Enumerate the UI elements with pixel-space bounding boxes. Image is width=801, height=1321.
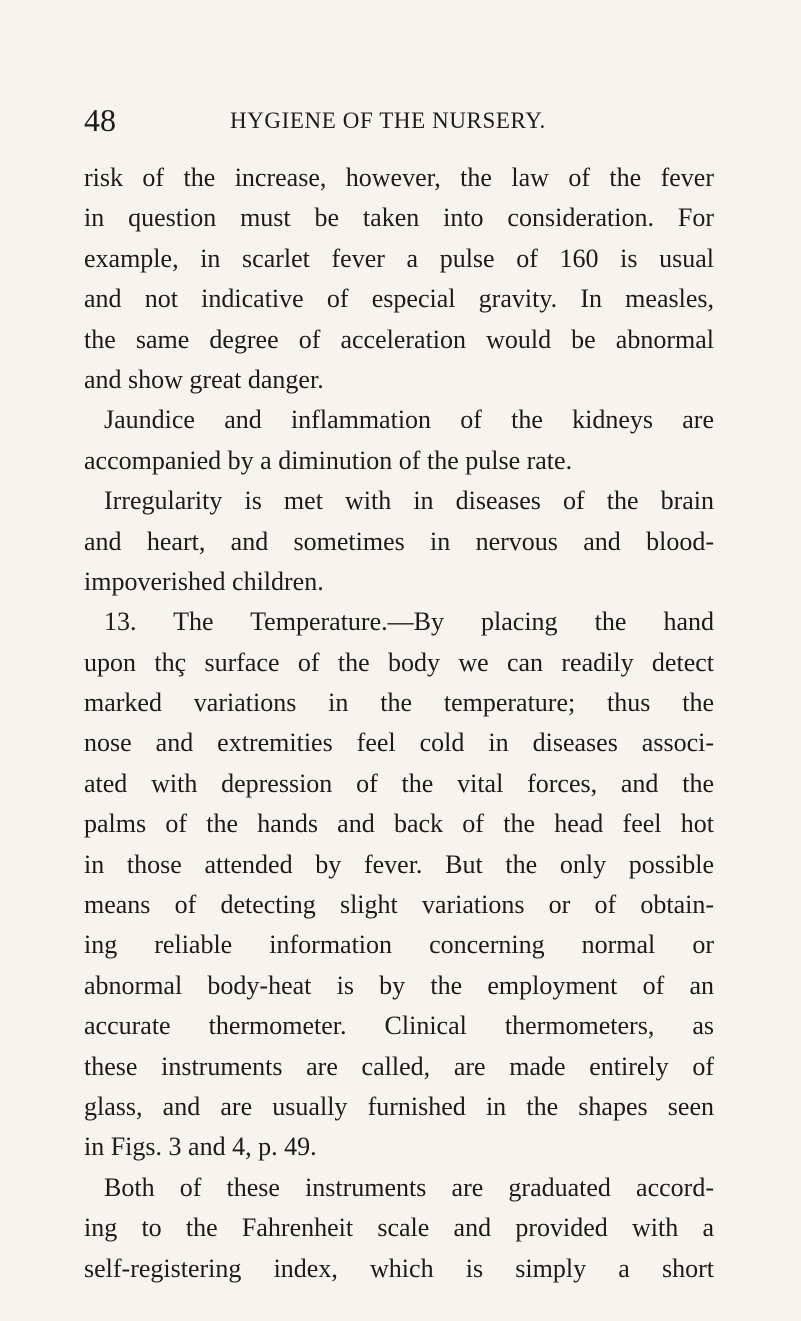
text-line: accompanied by a diminution of the pulse rate.: [84, 445, 573, 475]
text-line: in those attended by fever. But the only possible: [84, 849, 714, 879]
text-line: the same degree of acceleration would be abnormal: [84, 324, 714, 354]
text-line: marked variations in the temperature; thus the: [84, 688, 714, 718]
text-line: Both of these instruments are graduated accord-: [104, 1172, 714, 1202]
text-line: nose and extremities feel cold in diseases associ-: [84, 728, 714, 758]
text-line: Jaundice and inflammation of the kidneys are: [104, 405, 714, 435]
text-line: impoverished children.: [84, 566, 324, 596]
running-head: HYGIENE OF THE NURSERY.: [230, 108, 546, 133]
text-line: in Figs. 3 and 4, p. 49.: [84, 1132, 317, 1162]
text-line: upon thç surface of the body we can readily detect: [84, 647, 714, 677]
text-line: abnormal body-heat is by the employment of an: [84, 970, 714, 1000]
text-line: risk of the increase, however, the law of the fever: [84, 163, 714, 192]
page-number: 48: [84, 102, 116, 138]
text-line: palms of the hands and back of the head feel hot: [84, 809, 714, 839]
text-line: Irregularity is met with in diseases of the brain: [104, 486, 714, 516]
text-line: in question must be taken into consideration. For: [84, 203, 714, 233]
body-text: [84, 158, 714, 1289]
text-line: ing reliable information concerning normal or: [84, 930, 714, 960]
text-line: ated with depression of the vital forces, and the: [84, 768, 714, 798]
text-line: means of detecting slight variations or of obtain-: [84, 890, 714, 920]
text-line: and not indicative of especial gravity. In measles,: [84, 284, 714, 314]
text-line: ing to the Fahrenheit scale and provided with a: [84, 1213, 714, 1243]
text-line: accurate thermometer. Clinical thermometers, as: [84, 1011, 714, 1041]
page-header: [84, 100, 722, 140]
text-line: glass, and are usually furnished in the shapes seen: [84, 1091, 714, 1121]
text-line: and heart, and sometimes in nervous and blood-: [84, 526, 714, 556]
text-line: example, in scarlet fever a pulse of 160 is usual: [84, 243, 714, 273]
text-line: and show great danger.: [84, 364, 324, 394]
text-line: self-registering index, which is simply a short: [84, 1253, 714, 1283]
text-line: these instruments are called, are made entirely of: [84, 1051, 714, 1081]
section-heading-line: 13. The Temperature.—By placing the hand: [104, 607, 714, 637]
